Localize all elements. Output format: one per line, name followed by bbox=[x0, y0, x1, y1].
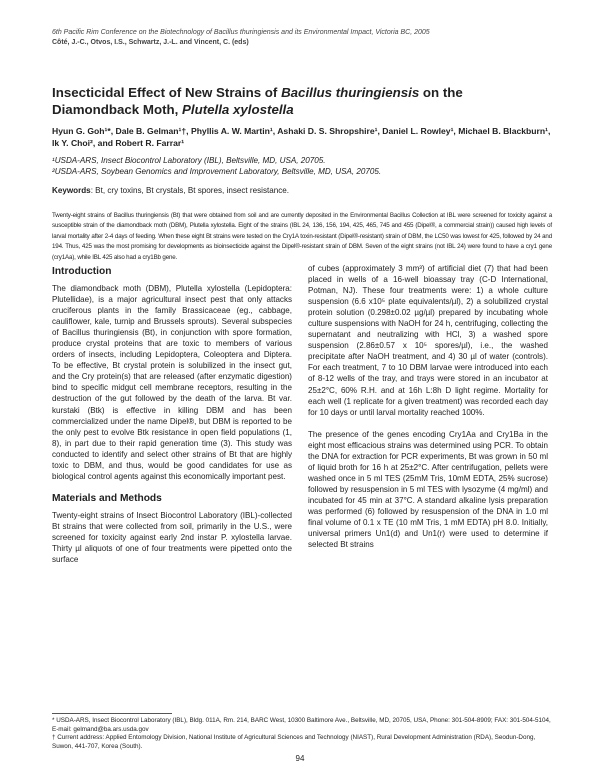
editors-line: Côté, J.-C., Otvos, I.S., Schwartz, J.-L. and Vincent, C. (eds) bbox=[52, 39, 249, 46]
right-column bbox=[308, 263, 548, 550]
keywords-label: Keywords bbox=[52, 186, 91, 195]
running-head bbox=[52, 28, 552, 48]
affiliation-1: ¹USDA-ARS, Insect Biocontrol Laboratory (IBL), Beltsville, MD, USA, 20705. bbox=[52, 156, 326, 165]
affiliations bbox=[52, 155, 552, 177]
title-part2: on the Diamondback Moth, bbox=[52, 85, 463, 117]
title-part1: Insecticidal Effect of New Strains of bbox=[52, 85, 282, 100]
left-column bbox=[52, 263, 292, 565]
methods-paragraph-1: Twenty-eight strains of Insect Biocontrol Laboratory (IBL)-collected Bt strains that were collected from soil, primarily in the U.S., were screened for toxicity against early 2nd instar P. xylostella larvae. Thirty µl aliquots of one of four treatments were pipetted onto the surface bbox=[52, 510, 292, 565]
footnote-1: * USDA-ARS, Insect Biocontrol Laboratory (IBL), Bldg. 011A, Rm. 214, BARC West, 10300 Baltimore Ave., Beltsville, MD, 20705, USA, Phone: 301-504-8909; FAX: 301-504-5104, E-mail: gelmand@ba.ars.usda.gov bbox=[52, 717, 551, 733]
abstract: Twenty-eight strains of Bacillus thuringiensis (Bt) that were obtained from soil and are currently deposited in the Environmental Bacillus Collection at IBL were screened for toxicity against a susceptible strain of the diamondback moth (DBM), Plutella xylostella. Eight of the strains (IBL 24, 136, 156, 194, 425, 465, 745 and 455 (Dipel®, a commercial strain)) caused high levels of larval mortality after 2-4 days of feeding. When these eight Bt strains were tested on the Cry1A toxin-resistant (Dipel®-resistant) strain of DBM, the LC50 was lowest for 425, followed by 24 and 194. Thus, 425 was the most promising for developments as bioinsecticide against the Dipel®-resistant strain of DBM. Seven of the eight strains (not IBL 24) were found to have a cry1 gene (cry1Aa), while IBL 425 also had a cry1Bb gene. bbox=[52, 212, 552, 261]
introduction-paragraph: The diamondback moth (DBM), Plutella xylostella (Lepidoptera: Plutellidae), is a major agricultural insect pest that only attacks cruciferous plants in the family Brassicaceae (eg., cabbage, cauliflower, kale, turnip and Brussels sprouts). Several subspecies of Bacillus thuringiensis (Bt), in conjunction with spore formation, produce crystal proteins that are toxic to members of various orders of insects, including Lepidoptera, Coleoptera and Diptera. To be effective, Bt crystal protein is solubilized in the insect gut, and the Cry protein(s) that are released (after enzymatic digestion) bind to specific midgut cell membrane receptors, resulting in the destruction of the gut followed by the death of the larva. Bt var. kurstaki (Btk) is effective in killing DBM and has been commercialized under the name Dipel®, but DBM is reported to be the only pest to evolve Btk resistance in open field populations (1, 8), in part due to their rapid generation time (3). This study was conducted to identify and select other strains of Bt that are highly toxic to DBM, and thus, would be good candidates for use as biological control agents against this economically important pest. bbox=[52, 284, 292, 481]
keywords bbox=[52, 185, 552, 196]
footnote-2: † Current address: Applied Entomology Division, National Institute of Agricultural Sciences and Technology (NIAST), Rural Development Administration (RDA), Seodun-Dong, Suwon, 441-707, Korea (South). bbox=[52, 734, 536, 750]
introduction-heading: Introduction bbox=[52, 266, 112, 277]
footnote-divider bbox=[52, 713, 172, 714]
title-moth: Plutella xylostella bbox=[182, 102, 294, 117]
methods-heading: Materials and Methods bbox=[52, 492, 162, 504]
author-list: Hyun G. Goh¹*, Dale B. Gelman¹†, Phyllis A. W. Martin¹, Ashaki D. S. Shropshire¹, Daniel L. Rowley¹, Michael B. Blackburn¹, Ik Y. Choi², and Robert R. Farrar¹ bbox=[52, 126, 551, 148]
title-species: Bacillus thuringiensis bbox=[281, 85, 420, 100]
methods-paragraph-2: The presence of the genes encoding Cry1Aa and Cry1Ba in the eight most efficacious strains was determined using PCR. To obtain the DNA for extraction for PCR experiments, Bt was grown in 50 ml of liquid broth for 16 h at 25±2°C. After centrifugation, pellets were washed once in 5 ml TES (25mM Tris, 10mM EDTA, 25% sucrose) followed by resuspension in 5 ml TES with lysozyme (4 mg/ml) and incubated for 45 min at 37°C. A standard alkaline lysis preparation was performed (6) followed by resuspension of the DNA in 1.0 ml final volume of 0.1 x TE (10 mM Tris, 1 mM EDTA) pH 8.0. Initially, universal primers Un1(d) and Un1(r) were used to determine if selected Bt strains bbox=[308, 429, 548, 550]
methods-paragraph-1-continued: of cubes (approximately 3 mm³) of artificial diet (7) that had been placed in wells of a 16-well bioassay tray (C-D International, Potman, NJ). These four treatments were: 1) a whole culture suspension (6.6 x10⁵ plate equivalents/µl), 2) a solubilized crystal protein solution (0.298±0.02 µg/µl) prepared by incubating whole culture suspensions with NaOH for 24 h, centrifuging, collecting the supernatant and neutralizing with HCl, 3) a washed spore suspension (2.86±0.57 x 10⁵ spores/µl), i.e., the washed precipitate after NaOH treatment, and 4) 30 µl of water (controls). For each treatment, 7 to 10 DBM larvae were introduced into each of 8-12 wells of the tray, and trays were stored in an incubator at 25±2°C, 60% R.H. and at 16h L:8h D light regime. Mortality for each well (1 replicate for a given treatment) was recorded each day for 10 days or until larval mortality reached 100%. bbox=[308, 264, 548, 417]
paper-title bbox=[52, 84, 552, 118]
affiliation-2: ²USDA-ARS, Soybean Genomics and Improvement Laboratory, Beltsville, MD, USA, 20705. bbox=[52, 167, 382, 176]
keywords-text: : Bt, cry toxins, Bt crystals, Bt spores, insect resistance. bbox=[90, 186, 290, 195]
conference-line: 6th Pacific Rim Conference on the Biotechnology of Bacillus thuringiensis and its Environmental Impact, Victoria BC, 2005 bbox=[52, 29, 430, 36]
footnotes bbox=[52, 717, 552, 751]
page-number: 94 bbox=[295, 754, 305, 763]
